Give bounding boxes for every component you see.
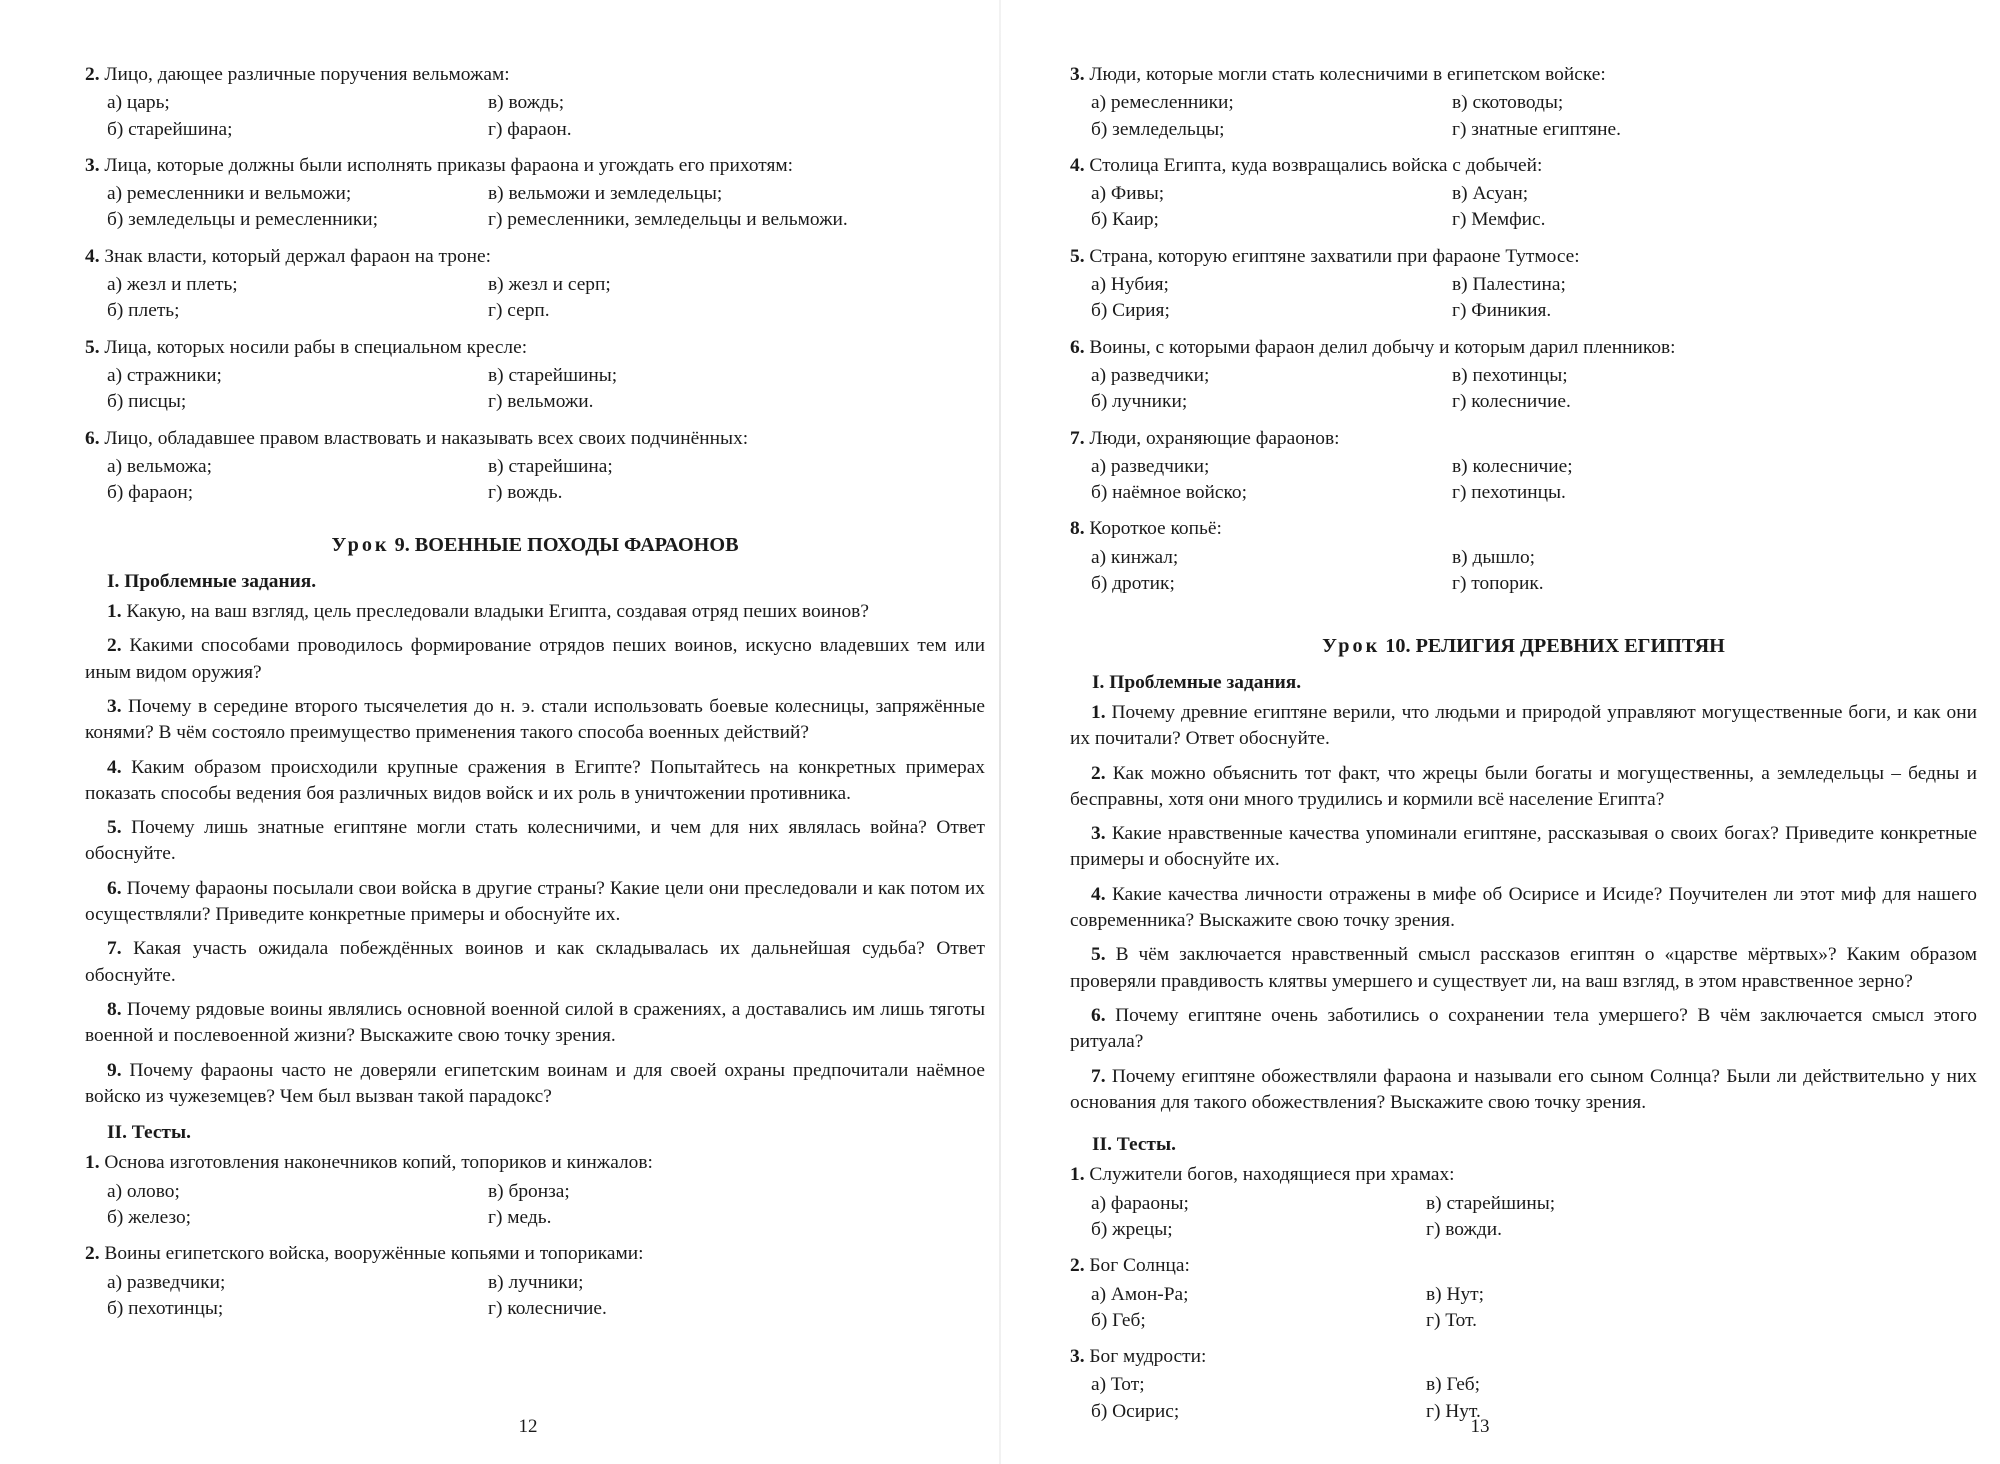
lesson-prefix: Урок [1322, 635, 1381, 658]
option: г) знатные египтяне. [1452, 118, 1622, 140]
options-grid [1070, 1372, 1977, 1425]
lesson-title: 10. РЕЛИГИЯ ДРЕВНИХ ЕГИПТЯН [1385, 635, 1725, 658]
question [1070, 62, 1977, 143]
question-text: Лица, которых носили рабы в специальном кресле: [104, 336, 528, 358]
lesson-title: 9. ВОЕННЫЕ ПОХОДЫ ФАРАОНОВ [394, 534, 739, 557]
option: б) плеть; [107, 300, 180, 322]
problem-number: 2. [107, 635, 122, 657]
options-grid [1070, 90, 1977, 143]
option: г) серп. [488, 300, 550, 322]
options-grid [1070, 1282, 1977, 1335]
option: а) вельможа; [107, 455, 212, 477]
problem-number: 7. [1091, 1065, 1106, 1087]
question-number: 6. [1070, 336, 1085, 358]
lesson-prefix: Урок [331, 534, 390, 557]
option: б) Каир; [1091, 209, 1159, 231]
problem-text: Почему лишь знатные египтяне могли стать колесничими, и чем для них являлась война? Ответ обоснуйте. [85, 817, 985, 865]
option: а) разведчики; [1091, 364, 1210, 386]
page-number: 13 [1470, 1416, 1490, 1437]
problem-number: 8. [107, 998, 122, 1020]
section-heading: II. Тесты. [1092, 1134, 1176, 1156]
options-grid [1070, 272, 1977, 325]
problem-number: 7. [107, 938, 122, 960]
question [1070, 335, 1977, 416]
question-text: Знак власти, который держал фараон на троне: [104, 245, 492, 267]
option: в) старейшины; [488, 364, 618, 386]
question-text: Служители богов, находящиеся при храмах: [1089, 1164, 1455, 1186]
question [1070, 1253, 1977, 1334]
option: в) Палестина; [1452, 274, 1566, 296]
question [85, 1241, 985, 1322]
option: в) бронза; [488, 1180, 570, 1202]
option: г) Тот. [1426, 1309, 1477, 1331]
options-grid [85, 181, 985, 234]
problem-text: Какими способами проводилось формирование отрядов пеших воинов, искусно владевших тем или иным видом оружия? [85, 635, 985, 683]
right-page-column [1070, 62, 1977, 1425]
question-number: 2. [1070, 1255, 1085, 1277]
question-number: 2. [85, 64, 100, 85]
question [1070, 1162, 1977, 1243]
question [85, 426, 985, 507]
question-text: Лицо, дающее различные поручения вельможам: [104, 64, 510, 85]
option: в) Асуан; [1452, 183, 1529, 205]
option: а) царь; [107, 92, 170, 114]
option: г) медь. [488, 1206, 552, 1228]
option: а) Фивы; [1091, 183, 1165, 205]
option: а) фараоны; [1091, 1192, 1189, 1214]
options-grid [1070, 181, 1977, 234]
question [85, 153, 985, 234]
problem-text: Почему в середине второго тысячелетия до н. э. стали использовать боевые колесницы, запряжённые конями? В чём состояло преимущество применения такого способа военных действий? [85, 695, 985, 744]
option: а) ремесленники и вельможи; [107, 183, 352, 205]
tests-block [1070, 1162, 1977, 1425]
question-number: 3. [85, 154, 100, 176]
option: а) разведчики; [1091, 455, 1210, 477]
lesson-heading [85, 532, 985, 558]
options-grid [85, 454, 985, 507]
problem-number: 3. [1091, 823, 1106, 845]
problem-text: Почему египтяне очень заботились о сохранении тела умершего? В чём заключается смысл этого ритуала? [1070, 1004, 1977, 1053]
option: в) пехотинцы; [1452, 364, 1568, 386]
option: г) вожди. [1426, 1218, 1502, 1240]
options-grid [1070, 454, 1977, 507]
question-text: Воины египетского войска, вооружённые копьями и топориками: [104, 1243, 644, 1265]
option: г) колесничие. [488, 1297, 607, 1319]
question-number: 7. [1070, 427, 1085, 449]
question-text: Люди, охраняющие фараонов: [1089, 427, 1340, 449]
option: б) Осирис; [1091, 1400, 1180, 1422]
option: г) фараон. [488, 118, 572, 140]
option: в) вельможи и земледельцы; [488, 183, 723, 205]
option: в) скотоводы; [1452, 92, 1564, 114]
problem-item [1070, 882, 1977, 935]
question [1070, 426, 1977, 507]
problem-number: 5. [1091, 944, 1106, 966]
left-page-column [85, 62, 985, 1322]
option: а) разведчики; [107, 1271, 226, 1293]
problem-text: Почему египтяне обожествляли фараона и называли его сыном Солнца? Были ли действительно у них основания для такого обожествления? Выскажите свою точку зрения. [1070, 1065, 1977, 1113]
option: а) Тот; [1091, 1374, 1145, 1396]
option: а) Амон-Ра; [1091, 1283, 1189, 1305]
option: г) ремесленники, земледельцы и вельможи. [488, 209, 848, 231]
problem-item [85, 815, 985, 868]
question-number: 5. [1070, 245, 1085, 267]
problem-text: Почему фараоны часто не доверяли египетским воинам и для своей охраны предпочитали наёмное войско из чужеземцев? Чем был вызван такой парадокс? [85, 1059, 985, 1107]
question-text: Лицо, обладавшее правом властвовать и наказывать всех своих подчинённых: [104, 427, 749, 449]
option: г) колесничие. [1452, 391, 1571, 413]
question-text: Страна, которую египтяне захватили при фараоне Тутмосе: [1089, 245, 1580, 267]
question-text: Лица, которые должны были исполнять приказы фараона и угождать его прихотям: [104, 154, 794, 176]
question-text: Бог Солнца: [1089, 1255, 1190, 1277]
question-number: 4. [1070, 154, 1085, 176]
problem-number: 4. [1091, 883, 1106, 905]
option: в) лучники; [488, 1271, 584, 1293]
question-number: 8. [1070, 518, 1085, 540]
problem-item [85, 997, 985, 1050]
question-number: 6. [85, 427, 100, 449]
option: б) писцы; [107, 391, 187, 413]
question [85, 62, 985, 143]
question-number: 3. [1070, 64, 1085, 85]
problem-text: Какие качества личности отражены в мифе об Осирисе и Исиде? Поучителен ли этот миф для нашего современника? Выскажите свою точку зрения. [1070, 883, 1977, 932]
problem-number: 3. [107, 695, 122, 717]
problem-text: Каким образом происходили крупные сражения в Египте? Попытайтесь на конкретных примерах показать способы ведения боя различных видов войск и их роль в уничтожении противника. [85, 756, 985, 804]
option: г) Нут. [1426, 1400, 1481, 1422]
problem-item [85, 876, 985, 929]
problem-item [85, 936, 985, 989]
question [1070, 244, 1977, 325]
question-number: 1. [1070, 1164, 1085, 1186]
problem-text: Какая участь ожидала побеждённых воинов и как складывалась их дальнейшая судьба? Ответ обоснуйте. [85, 938, 985, 986]
question [1070, 153, 1977, 234]
question [85, 244, 985, 325]
option: г) вождь. [488, 482, 563, 504]
option: г) вельможи. [488, 391, 594, 413]
problem-item [1070, 700, 1977, 753]
problem-item [1070, 942, 1977, 995]
option: г) пехотинцы. [1452, 482, 1566, 504]
problem-item [1070, 1064, 1977, 1117]
problem-item [1070, 821, 1977, 874]
problem-number: 6. [1091, 1004, 1106, 1026]
option: а) жезл и плеть; [107, 274, 238, 296]
option: в) старейшины; [1426, 1192, 1556, 1214]
option: в) вождь; [488, 92, 565, 114]
option: в) жезл и серп; [488, 274, 611, 296]
question [1070, 1344, 1977, 1425]
problem-number: 5. [107, 817, 122, 839]
option: г) Финикия. [1452, 300, 1552, 322]
page-number: 12 [518, 1416, 538, 1437]
option: б) земледельцы; [1091, 118, 1225, 140]
option: б) Сирия; [1091, 300, 1170, 322]
right-page [1000, 0, 2000, 1464]
problem-item [85, 1058, 985, 1111]
option: а) стражники; [107, 364, 222, 386]
question [1070, 516, 1977, 597]
option: в) Геб; [1426, 1374, 1481, 1396]
problem-item [85, 755, 985, 808]
option: в) дышло; [1452, 546, 1536, 568]
options-grid [85, 1179, 985, 1232]
option: б) дротик; [1091, 573, 1175, 595]
option: б) наёмное войско; [1091, 482, 1248, 504]
option: а) олово; [107, 1180, 180, 1202]
option: б) жрецы; [1091, 1218, 1173, 1240]
problem-text: Какие нравственные качества упоминали египтяне, рассказывая о своих богах? Приведите конкретные примеры и обоснуйте их. [1070, 823, 1977, 871]
problem-text: Почему древние египтяне верили, что людьми и природой управляют могущественные боги, и как они их почитали? Ответ обоснуйте. [1070, 701, 1977, 750]
option: г) топорик. [1452, 573, 1544, 595]
option: б) Геб; [1091, 1309, 1146, 1331]
option: б) пехотинцы; [107, 1297, 224, 1319]
problem-item [1070, 1003, 1977, 1056]
question [85, 1150, 985, 1231]
question-text: Столица Египта, куда возвращались войска с добычей: [1089, 154, 1543, 176]
option: б) земледельцы и ремесленники; [107, 209, 379, 231]
problem-text: Как можно объяснить тот факт, что жрецы были богаты и могущественны, а земледельцы – бедны и бесправны, хотя они много трудились и кормили всё население Египта? [1070, 762, 1977, 810]
options-grid [85, 1270, 985, 1323]
options-grid [85, 272, 985, 325]
option: б) железо; [107, 1206, 192, 1228]
question-text: Воины, с которыми фараон делил добычу и которым дарил пленников: [1089, 336, 1676, 358]
problem-number: 4. [107, 756, 122, 778]
options-grid [85, 90, 985, 143]
problem-number: 2. [1091, 762, 1106, 784]
options-grid [1070, 1191, 1977, 1244]
problem-text: В чём заключается нравственный смысл рассказов египтян о «царстве мёртвых»? Каким образом проверяли правдивость клятвы умершего и существует ли, на ваш взгляд, в этом нравственное зерно? [1070, 944, 1977, 992]
option: б) старейшина; [107, 118, 233, 140]
option: в) старейшина; [488, 455, 613, 477]
question-text: Бог мудрости: [1089, 1346, 1207, 1368]
problem-text: Почему фараоны посылали свои войска в другие страны? Какие цели они преследовали и как потом их осуществляли? Приведите конкретные примеры и обоснуйте их. [85, 877, 985, 926]
question-number: 2. [85, 1243, 100, 1265]
option: а) ремесленники; [1091, 92, 1234, 114]
option: б) фараон; [107, 482, 194, 504]
question-text: Люди, которые могли стать колесничими в египетском войске: [1089, 64, 1606, 85]
problem-number: 9. [107, 1059, 122, 1081]
option: г) Мемфис. [1452, 209, 1546, 231]
question-text: Короткое копьё: [1089, 518, 1222, 540]
options-grid [1070, 363, 1977, 416]
problem-item [85, 694, 985, 747]
option: б) лучники; [1091, 391, 1188, 413]
problem-text: Почему рядовые воины являлись основной военной силой в сражениях, а доставались им лишь тяготы военной и послевоенной жизни? Выскажите свою точку зрения. [85, 998, 985, 1047]
problem-item [85, 633, 985, 686]
section-heading: I. Проблемные задания. [1092, 671, 1302, 693]
question-number: 4. [85, 245, 100, 267]
problem-text: Какую, на ваш взгляд, цель преследовали владыки Египта, создавая отряд пеших воинов? [126, 601, 869, 623]
question-number: 3. [1070, 1346, 1085, 1368]
option: в) колесничие; [1452, 455, 1573, 477]
problem-number: 1. [107, 601, 122, 623]
problem-number: 6. [107, 877, 122, 899]
question [85, 335, 985, 416]
section-heading: II. Тесты. [107, 1122, 191, 1144]
options-grid [1070, 545, 1977, 598]
question-number: 5. [85, 336, 100, 358]
options-grid [85, 363, 985, 416]
problem-item [85, 599, 985, 625]
option: а) Нубия; [1091, 274, 1169, 296]
problem-item [1070, 761, 1977, 814]
question-text: Основа изготовления наконечников копий, топориков и кинжалов: [104, 1152, 653, 1174]
section-heading: I. Проблемные задания. [107, 570, 317, 592]
problem-number: 1. [1091, 701, 1106, 723]
lesson-heading [1070, 633, 1977, 659]
question-number: 1. [85, 1152, 100, 1174]
option: а) кинжал; [1091, 546, 1179, 568]
option: в) Нут; [1426, 1283, 1485, 1305]
